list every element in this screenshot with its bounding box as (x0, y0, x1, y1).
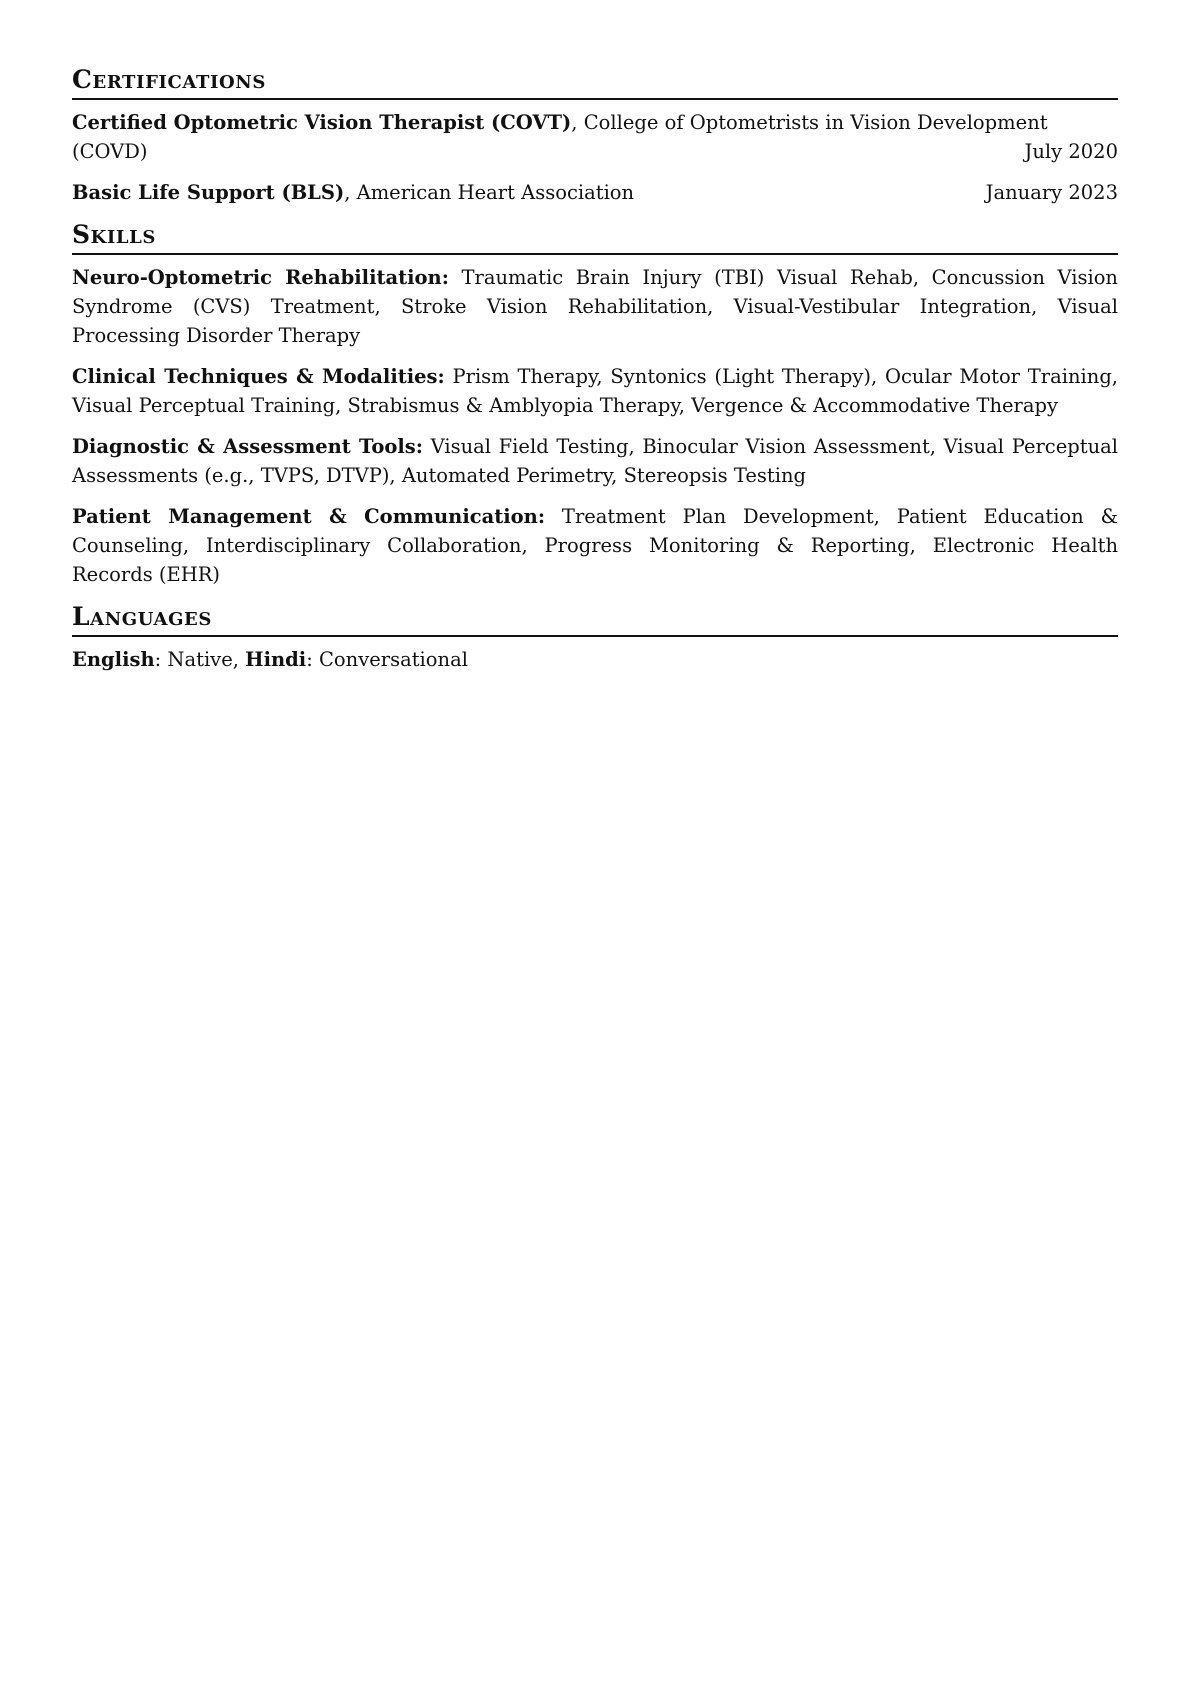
skills-section (72, 219, 1118, 589)
skill-group-clinical-techniques (72, 362, 1118, 420)
certification-date: January 2023 (985, 181, 1118, 204)
certification-line (72, 178, 1118, 207)
skill-group-text: Treatment Plan Development, Patient Education & Counseling, Interdisciplinary Collaboration, Progress Monitoring & Reporting, Electronic Health Records (EHR) (72, 505, 1118, 586)
section-title-languages: Languages (72, 602, 212, 631)
certification-issuer: College of Optometrists in Vision Development (583, 111, 1048, 134)
skill-group-diagnostic-tools (72, 432, 1118, 490)
certification-entry-covt (72, 108, 1118, 166)
certification-date: July 2020 (1024, 140, 1118, 163)
skill-group-label: Neuro-Optometric Rehabilitation: (72, 266, 449, 289)
certification-line-1 (72, 108, 1118, 137)
skill-group-patient-management (72, 502, 1118, 589)
skill-group-text: Visual Field Testing, Binocular Vision Assessment, Visual Perceptual Assessments (e.g., TVPS, DTVP), Automated Perimetry, Stereopsis Testing (72, 435, 1119, 487)
certification-issuer-continued: (COVD) (72, 140, 148, 163)
certification-entry-bls (72, 178, 1118, 207)
certification-issuer: American Heart Association (356, 181, 635, 204)
skill-group-neuro-optometric (72, 263, 1118, 350)
language-name: English (72, 648, 155, 671)
section-title-skills: Skills (72, 220, 157, 249)
skill-group-label: Diagnostic & Assessment Tools: (72, 435, 423, 458)
section-title-certifications: Certifications (72, 65, 266, 94)
certification-separator: , (344, 181, 357, 204)
certification-separator: , (571, 111, 584, 134)
certification-line-2 (72, 137, 1118, 166)
language-level: : Native (154, 648, 233, 671)
skill-group-text: Prism Therapy, Syntonics (Light Therapy), Ocular Motor Training, Visual Perceptual Training, Strabismus & Amblyopia Therapy, Vergence & Accommodative Therapy (72, 365, 1119, 417)
skill-group-text: Traumatic Brain Injury (TBI) Visual Rehab, Concussion Vision Syndrome (CVS) Treatment, Stroke Vision Rehabilitation, Visual-Vestibular Integration, Visual Processing Disorder Therapy (72, 266, 1118, 347)
skill-group-label: Clinical Techniques & Modalities: (72, 365, 445, 388)
language-level: : Conversational (306, 648, 468, 671)
skill-group-label: Patient Management & Communication: (72, 505, 546, 528)
languages-line (72, 645, 1118, 674)
certification-name: Basic Life Support (BLS) (72, 181, 345, 204)
certifications-section (72, 64, 1118, 207)
language-name: Hindi (245, 648, 307, 671)
languages-section (72, 601, 1118, 674)
section-divider (72, 98, 1118, 100)
section-divider (72, 253, 1118, 255)
certification-name: Certified Optometric Vision Therapist (COVT) (72, 111, 572, 134)
language-separator: , (232, 648, 246, 671)
certification-text (72, 178, 962, 207)
section-divider (72, 635, 1118, 637)
